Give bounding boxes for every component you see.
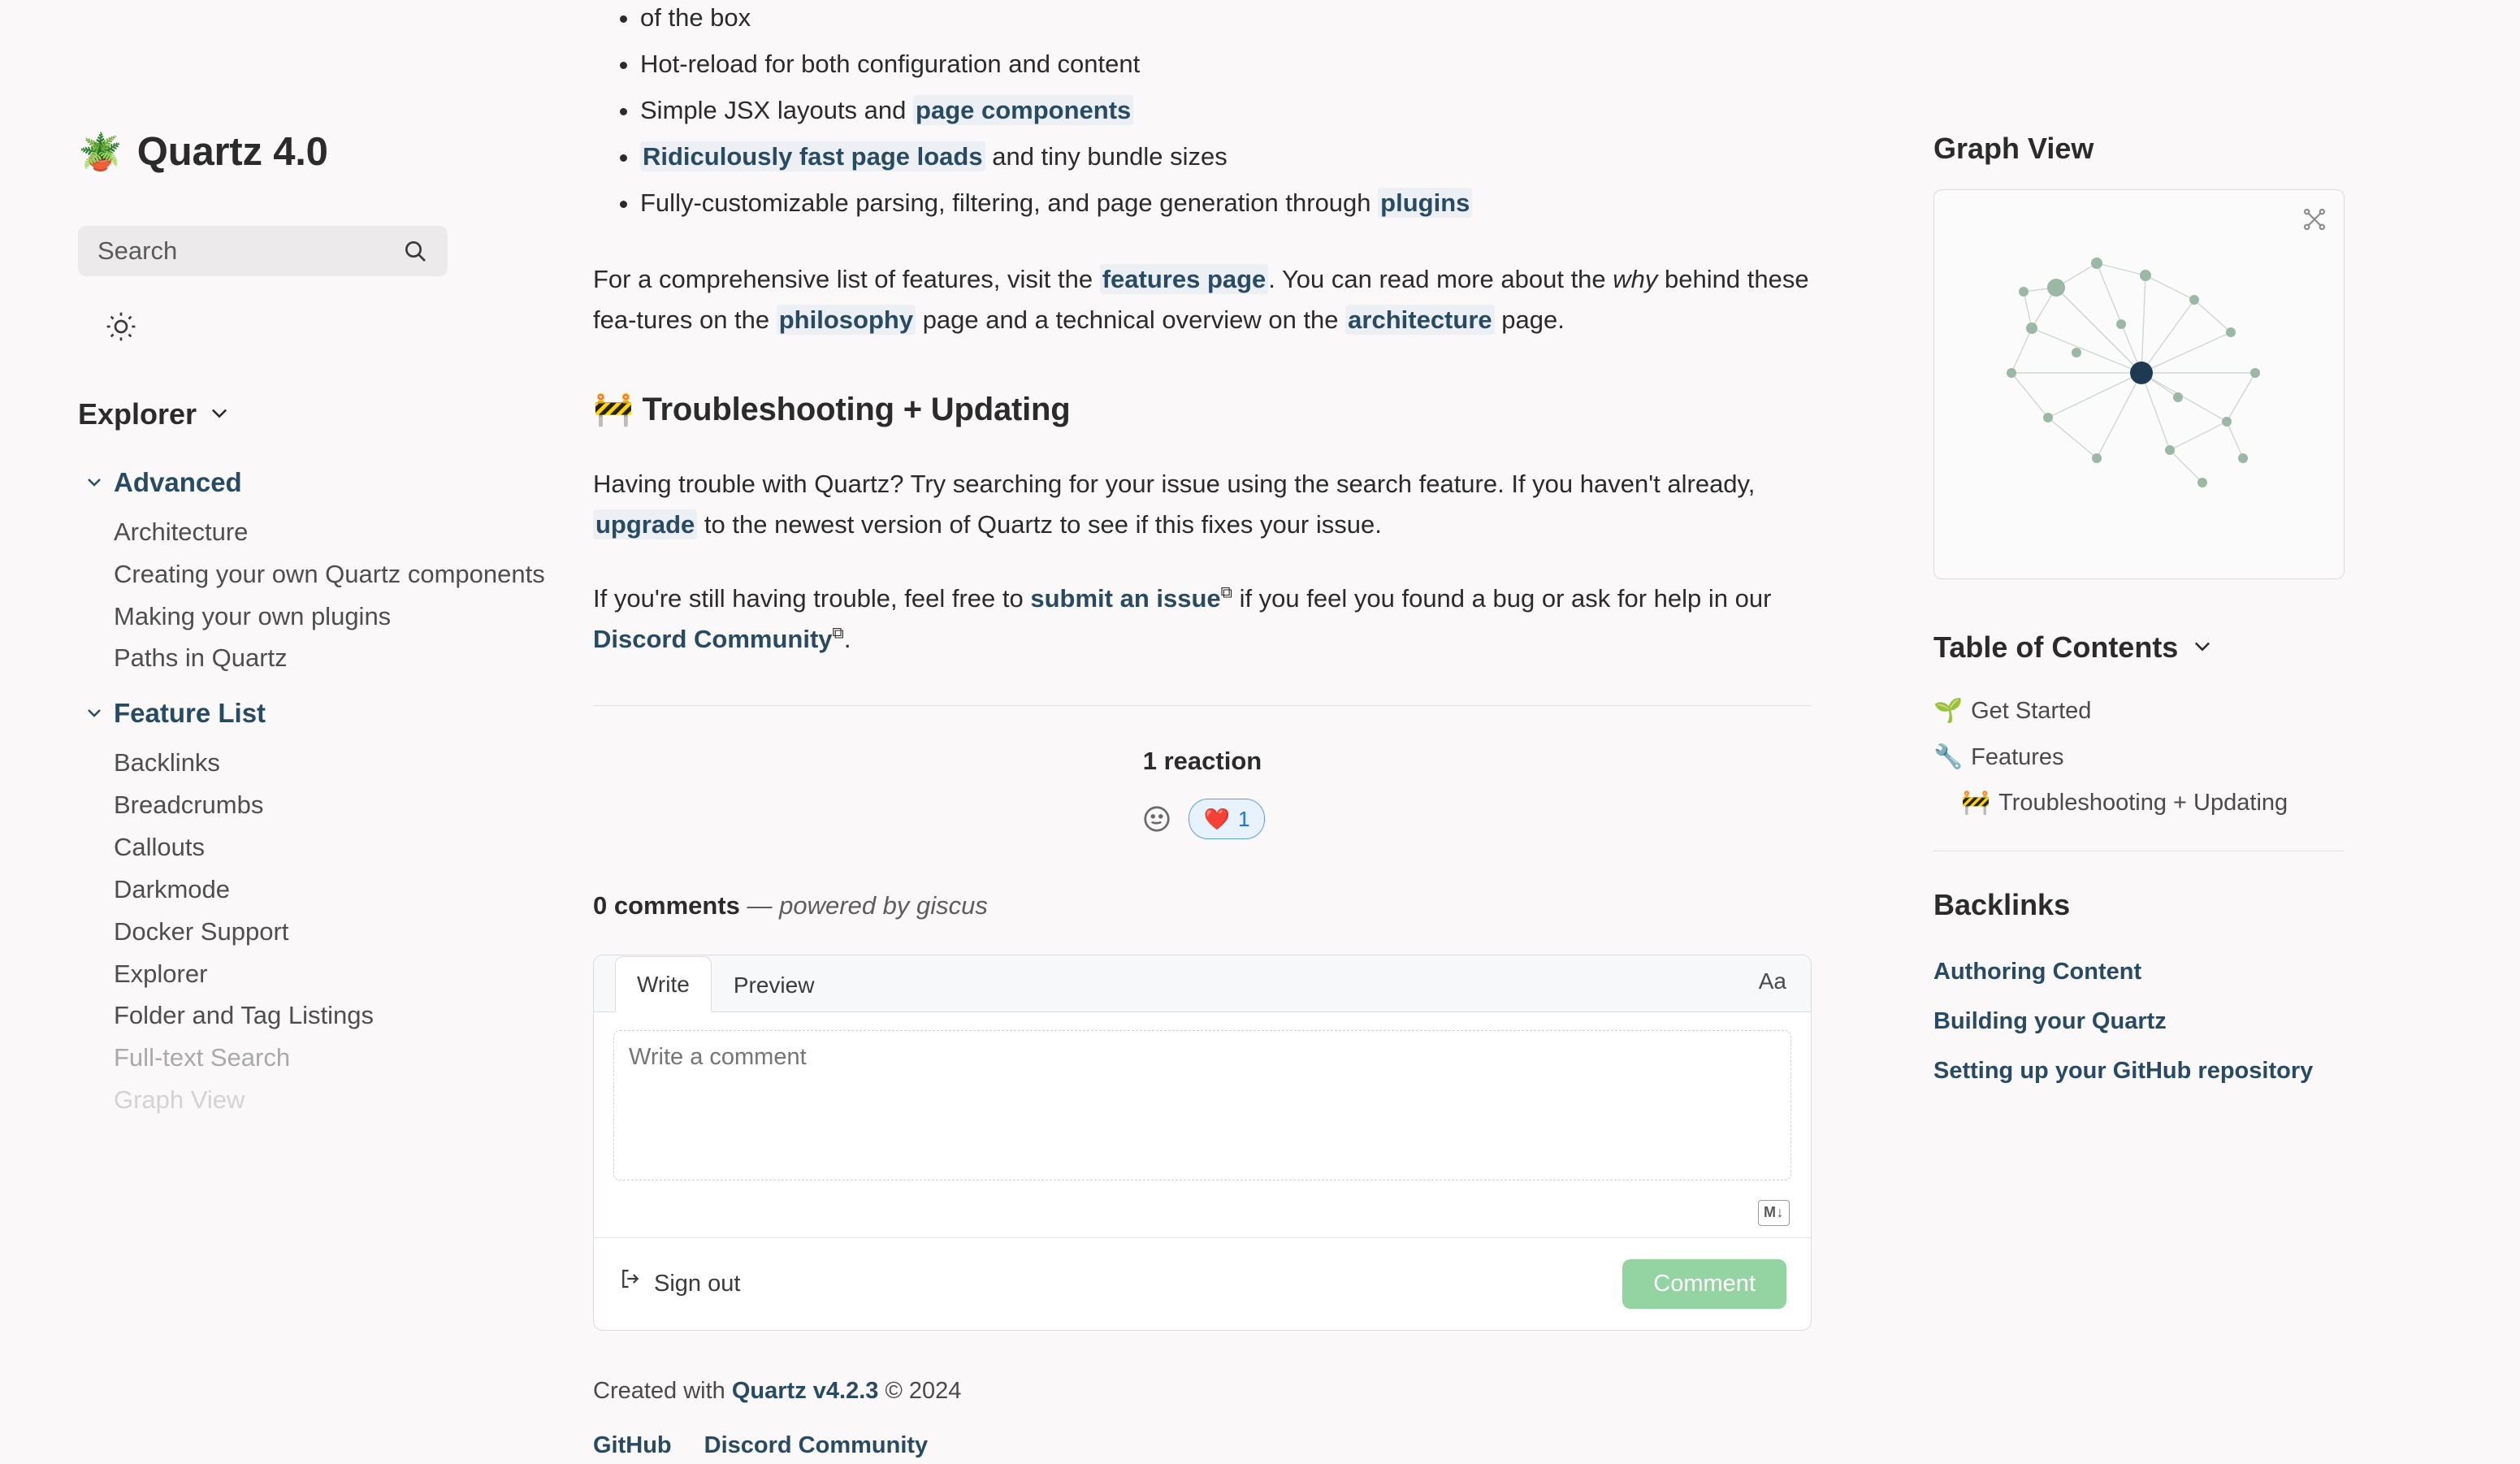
link-submit-an-issue[interactable]: submit an issue xyxy=(1030,583,1221,613)
folder-label: Feature List xyxy=(114,698,266,729)
tab-write[interactable]: Write xyxy=(615,956,712,1012)
sign-out-label: Sign out xyxy=(654,1271,741,1297)
list-item xyxy=(640,93,1812,129)
construction-icon: 🚧 xyxy=(1961,790,1991,816)
footer-link-discord[interactable]: Discord Community xyxy=(704,1432,929,1459)
explorer-link-graph-view[interactable]: Graph View xyxy=(114,1085,245,1115)
explorer-link-callouts[interactable]: Callouts xyxy=(114,833,205,862)
bullet-text: of the box xyxy=(640,3,751,32)
section-heading-troubleshooting: 🚧 Troubleshooting + Updating xyxy=(593,392,1071,428)
text-run: For a comprehensive list of features, visit the xyxy=(593,264,1100,293)
paragraph-troubleshooting xyxy=(593,464,1812,545)
link-discord-community[interactable]: Discord Community xyxy=(593,624,833,653)
plant-icon: 🪴 xyxy=(78,132,123,172)
explorer-link-explorer[interactable]: Explorer xyxy=(114,959,208,988)
seedling-icon: 🌱 xyxy=(1933,697,1964,724)
bullet-text: and tiny bundle sizes xyxy=(985,141,1228,171)
link-quartz-version[interactable]: Quartz v4.2.3 xyxy=(731,1378,879,1405)
explorer-link-darkmode[interactable]: Darkmode xyxy=(114,874,230,903)
toc-item-label: Features xyxy=(1971,743,2064,770)
search-icon xyxy=(402,238,428,264)
explorer-label: Explorer xyxy=(78,396,197,431)
reaction-pill-count: 1 xyxy=(1237,807,1250,832)
list-item xyxy=(640,139,1812,175)
link-page-components[interactable]: page components xyxy=(913,95,1133,125)
chevron-down-icon xyxy=(84,692,104,734)
link-philosophy[interactable]: philosophy xyxy=(777,305,916,335)
explorer-header[interactable] xyxy=(78,392,552,437)
bullet-text: Fully-customizable parsing, filtering, and page generation through xyxy=(640,188,1379,217)
reaction-count-label: 1 reaction xyxy=(1142,747,1262,775)
explorer-link-backlinks[interactable]: Backlinks xyxy=(114,748,220,777)
text-run: © 2024 xyxy=(878,1378,962,1405)
markdown-row xyxy=(594,1192,1811,1238)
features-bullet-list xyxy=(593,0,1812,222)
external-link-icon: ⧉ xyxy=(832,624,844,643)
paragraph-submit-issue xyxy=(593,578,1812,660)
text-run: page and a technical overview on the xyxy=(916,305,1346,334)
folder-label: Advanced xyxy=(114,466,242,497)
heart-icon: ❤️ xyxy=(1203,807,1230,832)
link-plugins[interactable]: plugins xyxy=(1378,188,1472,218)
text-run: page. xyxy=(1494,305,1565,334)
left-sidebar xyxy=(0,0,552,1453)
chevron-down-icon xyxy=(84,461,104,503)
folder-header[interactable] xyxy=(84,692,552,734)
signout-icon xyxy=(618,1266,643,1302)
list-item xyxy=(640,0,1812,37)
site-title: Quartz 4.0 xyxy=(136,130,328,174)
list-item xyxy=(640,46,1812,83)
toc-title: Table of Contents xyxy=(1933,630,2179,664)
emoji-picker-icon[interactable] xyxy=(1140,802,1174,836)
text-run: Created with xyxy=(593,1378,732,1405)
backlink-authoring-content[interactable]: Authoring Content xyxy=(1933,959,2142,985)
folder-items xyxy=(114,511,552,679)
reaction-heart-button[interactable] xyxy=(1189,799,1266,839)
comment-submit-button[interactable]: Comment xyxy=(1622,1259,1786,1309)
explorer-link-paths[interactable]: Paths in Quartz xyxy=(114,643,288,673)
backlink-building-your-quartz[interactable]: Building your Quartz xyxy=(1933,1008,2167,1035)
explorer-link-architecture[interactable]: Architecture xyxy=(114,517,249,546)
comment-box xyxy=(593,955,1812,1331)
tab-preview[interactable]: Preview xyxy=(733,972,815,998)
explorer-link-full-text-search[interactable]: Full-text Search xyxy=(114,1043,291,1072)
comments-count: 0 comments xyxy=(593,891,740,920)
darkmode-toggle[interactable] xyxy=(101,312,141,353)
folder-items xyxy=(114,742,552,1121)
text-run: behind these fea-tures on the xyxy=(593,264,1809,334)
backlink-setting-up-github-repository[interactable]: Setting up your GitHub repository xyxy=(1933,1058,2314,1085)
chevron-down-icon xyxy=(2191,625,2214,670)
sign-out-button[interactable] xyxy=(618,1266,740,1302)
footer-links xyxy=(593,1427,1812,1464)
toc-item-label: Troubleshooting + Updating xyxy=(1998,790,2288,816)
chevron-down-icon xyxy=(208,392,231,437)
text-run: . xyxy=(843,624,851,653)
toc-item-features[interactable] xyxy=(1933,734,2453,781)
text-run: If you're still having trouble, feel free to xyxy=(593,583,1031,613)
reaction-row xyxy=(593,799,1812,839)
comment-footer xyxy=(594,1238,1811,1330)
bullet-text: Simple JSX layouts and xyxy=(640,95,914,124)
toc-header[interactable] xyxy=(1933,625,2453,670)
page-footer xyxy=(593,1373,1812,1464)
text-run: Having trouble with Quartz? Try searching for your issue using the search feature. If you haven't already, xyxy=(593,470,1756,499)
link-architecture[interactable]: architecture xyxy=(1345,305,1494,335)
explorer-link-creating-components[interactable]: Creating your own Quartz components xyxy=(114,559,545,588)
graph-view-title: Graph View xyxy=(1933,132,2094,165)
list-item xyxy=(640,185,1812,222)
emphasis-why: why xyxy=(1613,264,1658,293)
explorer-link-docker-support[interactable]: Docker Support xyxy=(114,916,289,946)
text-run: to the newest version of Quartz to see if this fixes your issue. xyxy=(697,510,1382,539)
folder-header[interactable] xyxy=(84,461,552,503)
right-sidebar xyxy=(1885,0,2453,1453)
comment-input[interactable] xyxy=(613,1030,1791,1180)
footer-link-github[interactable]: GitHub xyxy=(593,1432,672,1459)
wrench-icon: 🔧 xyxy=(1933,743,1964,770)
markdown-icon[interactable]: M↓ xyxy=(1758,1200,1790,1226)
main-content xyxy=(552,0,1885,1459)
explorer-link-folder-tag-listings[interactable]: Folder and Tag Listings xyxy=(114,1001,374,1030)
text-format-button[interactable]: Aa xyxy=(1758,968,1786,994)
explorer-folder-feature-list[interactable] xyxy=(78,692,552,1121)
link-features-page[interactable]: features page xyxy=(1100,264,1269,294)
bullet-text: Hot-reload for both configuration and content xyxy=(640,49,1141,78)
backlinks-title: Backlinks xyxy=(1933,888,2071,922)
reactions-section xyxy=(593,742,1812,839)
search-placeholder: Search xyxy=(97,236,178,265)
link-upgrade[interactable]: upgrade xyxy=(593,509,697,539)
divider xyxy=(593,705,1812,706)
explorer-folder-advanced[interactable] xyxy=(78,461,552,680)
sun-icon xyxy=(105,310,137,354)
external-link-icon: ⧉ xyxy=(1220,583,1232,602)
search-input[interactable] xyxy=(78,226,448,276)
comment-body xyxy=(594,1012,1811,1238)
site-title-row[interactable] xyxy=(78,122,552,184)
explorer-link-breadcrumbs[interactable]: Breadcrumbs xyxy=(114,790,264,820)
link-fast-page-loads[interactable]: Ridiculously fast page loads xyxy=(640,141,985,171)
text-run: . You can read more about the xyxy=(1268,264,1613,293)
comments-powered-by: — powered by giscus xyxy=(747,891,988,920)
graph-canvas[interactable] xyxy=(1934,190,2344,578)
toc-item-label: Get Started xyxy=(1971,697,2092,724)
text-run: if you feel you found a bug or ask for help in our xyxy=(1232,583,1772,613)
explorer-link-making-plugins[interactable]: Making your own plugins xyxy=(114,601,392,630)
toc-item-get-started[interactable] xyxy=(1933,688,2453,734)
comments-header xyxy=(593,886,1812,925)
toc-item-troubleshooting[interactable] xyxy=(1933,780,2453,826)
expand-graph-icon[interactable] xyxy=(2301,205,2327,244)
paragraph-features xyxy=(593,259,1812,340)
comment-tabs xyxy=(594,955,1811,1012)
footer-created-with xyxy=(593,1373,1812,1410)
graph-view-panel[interactable] xyxy=(1933,189,2345,579)
